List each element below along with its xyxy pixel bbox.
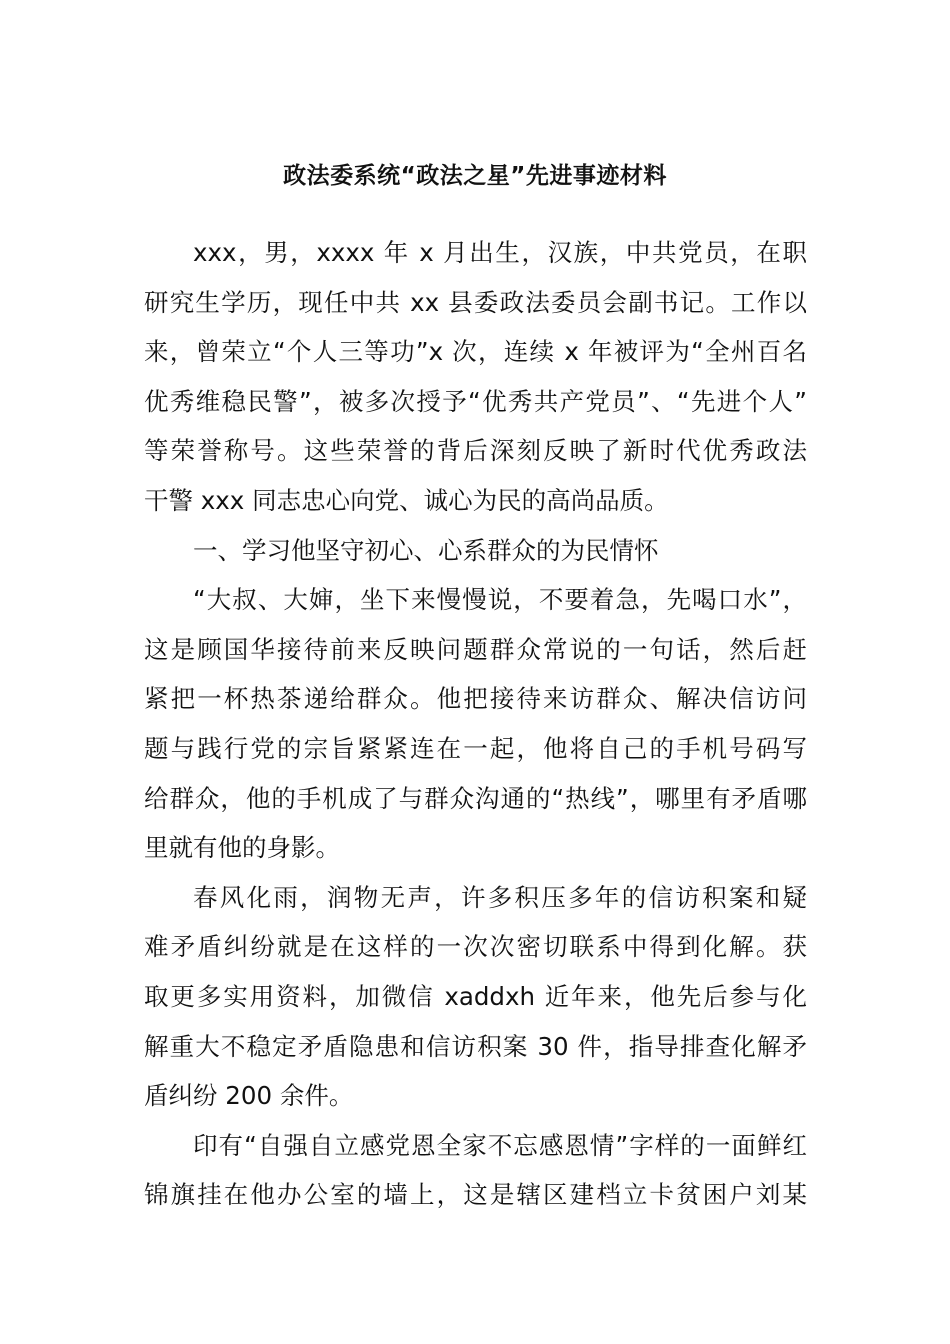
text-line: “大叔、大婶，坐下来慢慢说，不要着急，先喝口水”， [193, 585, 807, 615]
text-line: 春风化雨，润物无声，许多积压多年的信访积案和疑 [193, 882, 807, 912]
text-line: 取更多实用资料，加微信 xaddxh 近年来，他先后参与化 [144, 981, 807, 1011]
text-line: xxx，男，xxxx 年 x 月出生，汉族，中共党员，在职 [193, 238, 807, 267]
text-line: 给群众，他的手机成了与群众沟通的“热线”，哪里有矛盾哪 [144, 783, 807, 813]
text-line: 一、学习他坚守初心、心系群众的为民情怀 [193, 535, 659, 565]
text-line: 里就有他的身影。 [144, 833, 340, 863]
text-line: 研究生学历，现任中共 xx 县委政法委员会副书记。工作以 [144, 287, 807, 317]
document-body [144, 228, 807, 1220]
text-line: 题与践行党的宗旨紧紧连在一起，他将自己的手机号码写 [144, 733, 807, 763]
text-line: 紧把一杯热茶递给群众。他把接待来访群众、解决信访问 [144, 684, 807, 714]
text-line: 这是顾国华接待前来反映问题群众常说的一句话，然后赶 [144, 634, 807, 664]
text-line: 难矛盾纠纷就是在这样的一次次密切联系中得到化解。获 [144, 932, 807, 962]
text-line: 盾纠纷 200 余件。 [144, 1081, 354, 1111]
text-line: 来，曾荣立“个人三等功”x 次，连续 x 年被评为“全州百名 [144, 337, 807, 367]
text-line: 等荣誉称号。这些荣誉的背后深刻反映了新时代优秀政法 [144, 436, 807, 466]
text-line: 锦旗挂在他办公室的墙上，这是辖区建档立卡贫困户刘某 [144, 1180, 807, 1210]
text-line: 印有“自强自立感党恩全家不忘感恩情”字样的一面鲜红 [193, 1130, 807, 1160]
text-line: 优秀维稳民警”，被多次授予“优秀共产党员”、“先进个人” [144, 386, 807, 416]
text-line: 干警 xxx 同志忠心向党、诚心为民的高尚品质。 [144, 485, 669, 515]
document-title: 政法委系统“政法之星”先进事迹材料 [283, 163, 667, 189]
text-line: 解重大不稳定矛盾隐患和信访积案 30 件，指导排查化解矛 [144, 1031, 807, 1061]
